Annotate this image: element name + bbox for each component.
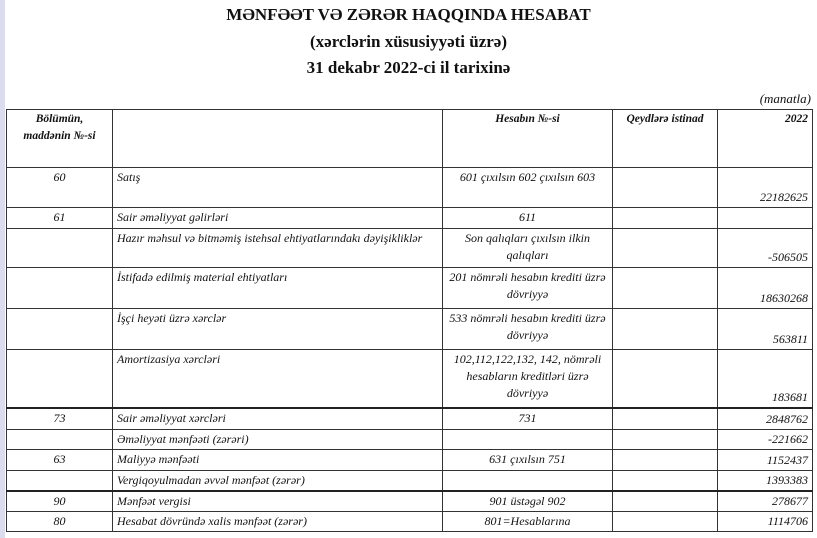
row-name: Sair əməliyyat gəlirləri [113, 208, 443, 229]
row-value: -506505 [718, 229, 813, 268]
table-row [7, 430, 813, 450]
row-name: Hazır məhsul və bitməmiş istehsal ehtiyatlarındakı dəyişikliklər [113, 229, 443, 268]
row-number: 61 [7, 208, 113, 229]
row-note [613, 168, 718, 208]
report-subtitle: (xərclərin xüsusiyyəti üzrə) [309, 32, 508, 51]
row-name: Amortizasiya xərcləri [113, 350, 443, 408]
row-account [443, 471, 613, 492]
row-account: 901 üstəgəl 902 [443, 491, 613, 512]
row-number: 73 [7, 408, 113, 430]
row-number: 63 [7, 450, 113, 471]
row-name: İşçi heyəti üzrə xərclər [113, 309, 443, 350]
row-account: 533 nömrəli hesabın krediti üzrə dövriyyə [443, 309, 613, 350]
row-note [613, 450, 718, 471]
row-value: 22182625 [718, 168, 813, 208]
row-name: Əməliyyat mənfəəti (zərəri) [113, 430, 443, 450]
row-note [613, 309, 718, 350]
row-value: 18630268 [718, 268, 813, 309]
row-note [613, 491, 718, 512]
row-value: 1152437 [718, 450, 813, 471]
row-number [7, 309, 113, 350]
row-account: Son qalıqları çıxılsın ilkin qalıqları [443, 229, 613, 268]
page-edge [0, 0, 5, 538]
table-row [7, 208, 813, 229]
row-number [7, 229, 113, 268]
row-note [613, 512, 718, 532]
row-number: 90 [7, 491, 113, 512]
row-value [718, 208, 813, 229]
row-note [613, 471, 718, 492]
row-name: Sair əməliyyat xərcləri [113, 408, 443, 430]
row-note [613, 430, 718, 450]
table-row [7, 491, 813, 512]
row-account: 601 çıxılsın 602 çıxılsın 603 [443, 168, 613, 208]
row-name: İstifadə edilmiş material ehtiyatları [113, 268, 443, 309]
row-value: 563811 [718, 309, 813, 350]
row-name: Vergiqoyulmadan əvvəl mənfəət (zərər) [113, 471, 443, 492]
header-year: 2022 [718, 110, 813, 168]
table-row [7, 309, 813, 350]
table-row [7, 408, 813, 430]
row-value: -221662 [718, 430, 813, 450]
row-value: 1393383 [718, 471, 813, 492]
table-row [7, 268, 813, 309]
row-value: 183681 [718, 350, 813, 408]
table-row [7, 512, 813, 532]
row-number: 60 [7, 168, 113, 208]
row-account: 631 çıxılsın 751 [443, 450, 613, 471]
header-item-no: Bölümün, maddənin №-si [7, 110, 113, 168]
table-row [7, 450, 813, 471]
row-account: 201 nömrəli hesabın krediti üzrə dövriyyə [443, 268, 613, 309]
row-note [613, 229, 718, 268]
row-number: 80 [7, 512, 113, 532]
table-row [7, 168, 813, 208]
row-value: 1114706 [718, 512, 813, 532]
row-number [7, 268, 113, 309]
row-account: 102,112,122,132, 142, nömrəli hesabların kreditləri üzrə dövriyyə [443, 350, 613, 408]
header-item-name [113, 110, 443, 168]
row-name: Hesabat dövründə xalis mənfəət (zərər) [113, 512, 443, 532]
currency-unit: (manatla) [759, 91, 811, 106]
row-note [613, 350, 718, 408]
row-note [613, 268, 718, 309]
table-row [7, 229, 813, 268]
report-date: 31 dekabr 2022-ci il tarixinə [306, 58, 511, 77]
header-account-no: Hesabın №-si [443, 110, 613, 168]
row-name: Satış [113, 168, 443, 208]
row-note [613, 408, 718, 430]
report-table [6, 109, 813, 532]
table-row [7, 350, 813, 408]
row-number [7, 350, 113, 408]
table-header [7, 110, 813, 168]
row-number [7, 430, 113, 450]
row-account: 611 [443, 208, 613, 229]
row-account: 801=Hesablarına [443, 512, 613, 532]
row-name: Maliyyə mənfəəti [113, 450, 443, 471]
header-notes: Qeydlərə istinad [613, 110, 718, 168]
report-title: MƏNFƏƏT VƏ ZƏRƏR HAQQINDA HESABAT [226, 5, 591, 24]
table-row [7, 471, 813, 492]
row-value: 278677 [718, 491, 813, 512]
row-account: 731 [443, 408, 613, 430]
row-number [7, 471, 113, 492]
row-note [613, 208, 718, 229]
row-account [443, 430, 613, 450]
row-value: 2848762 [718, 408, 813, 430]
row-name: Mənfəət vergisi [113, 491, 443, 512]
